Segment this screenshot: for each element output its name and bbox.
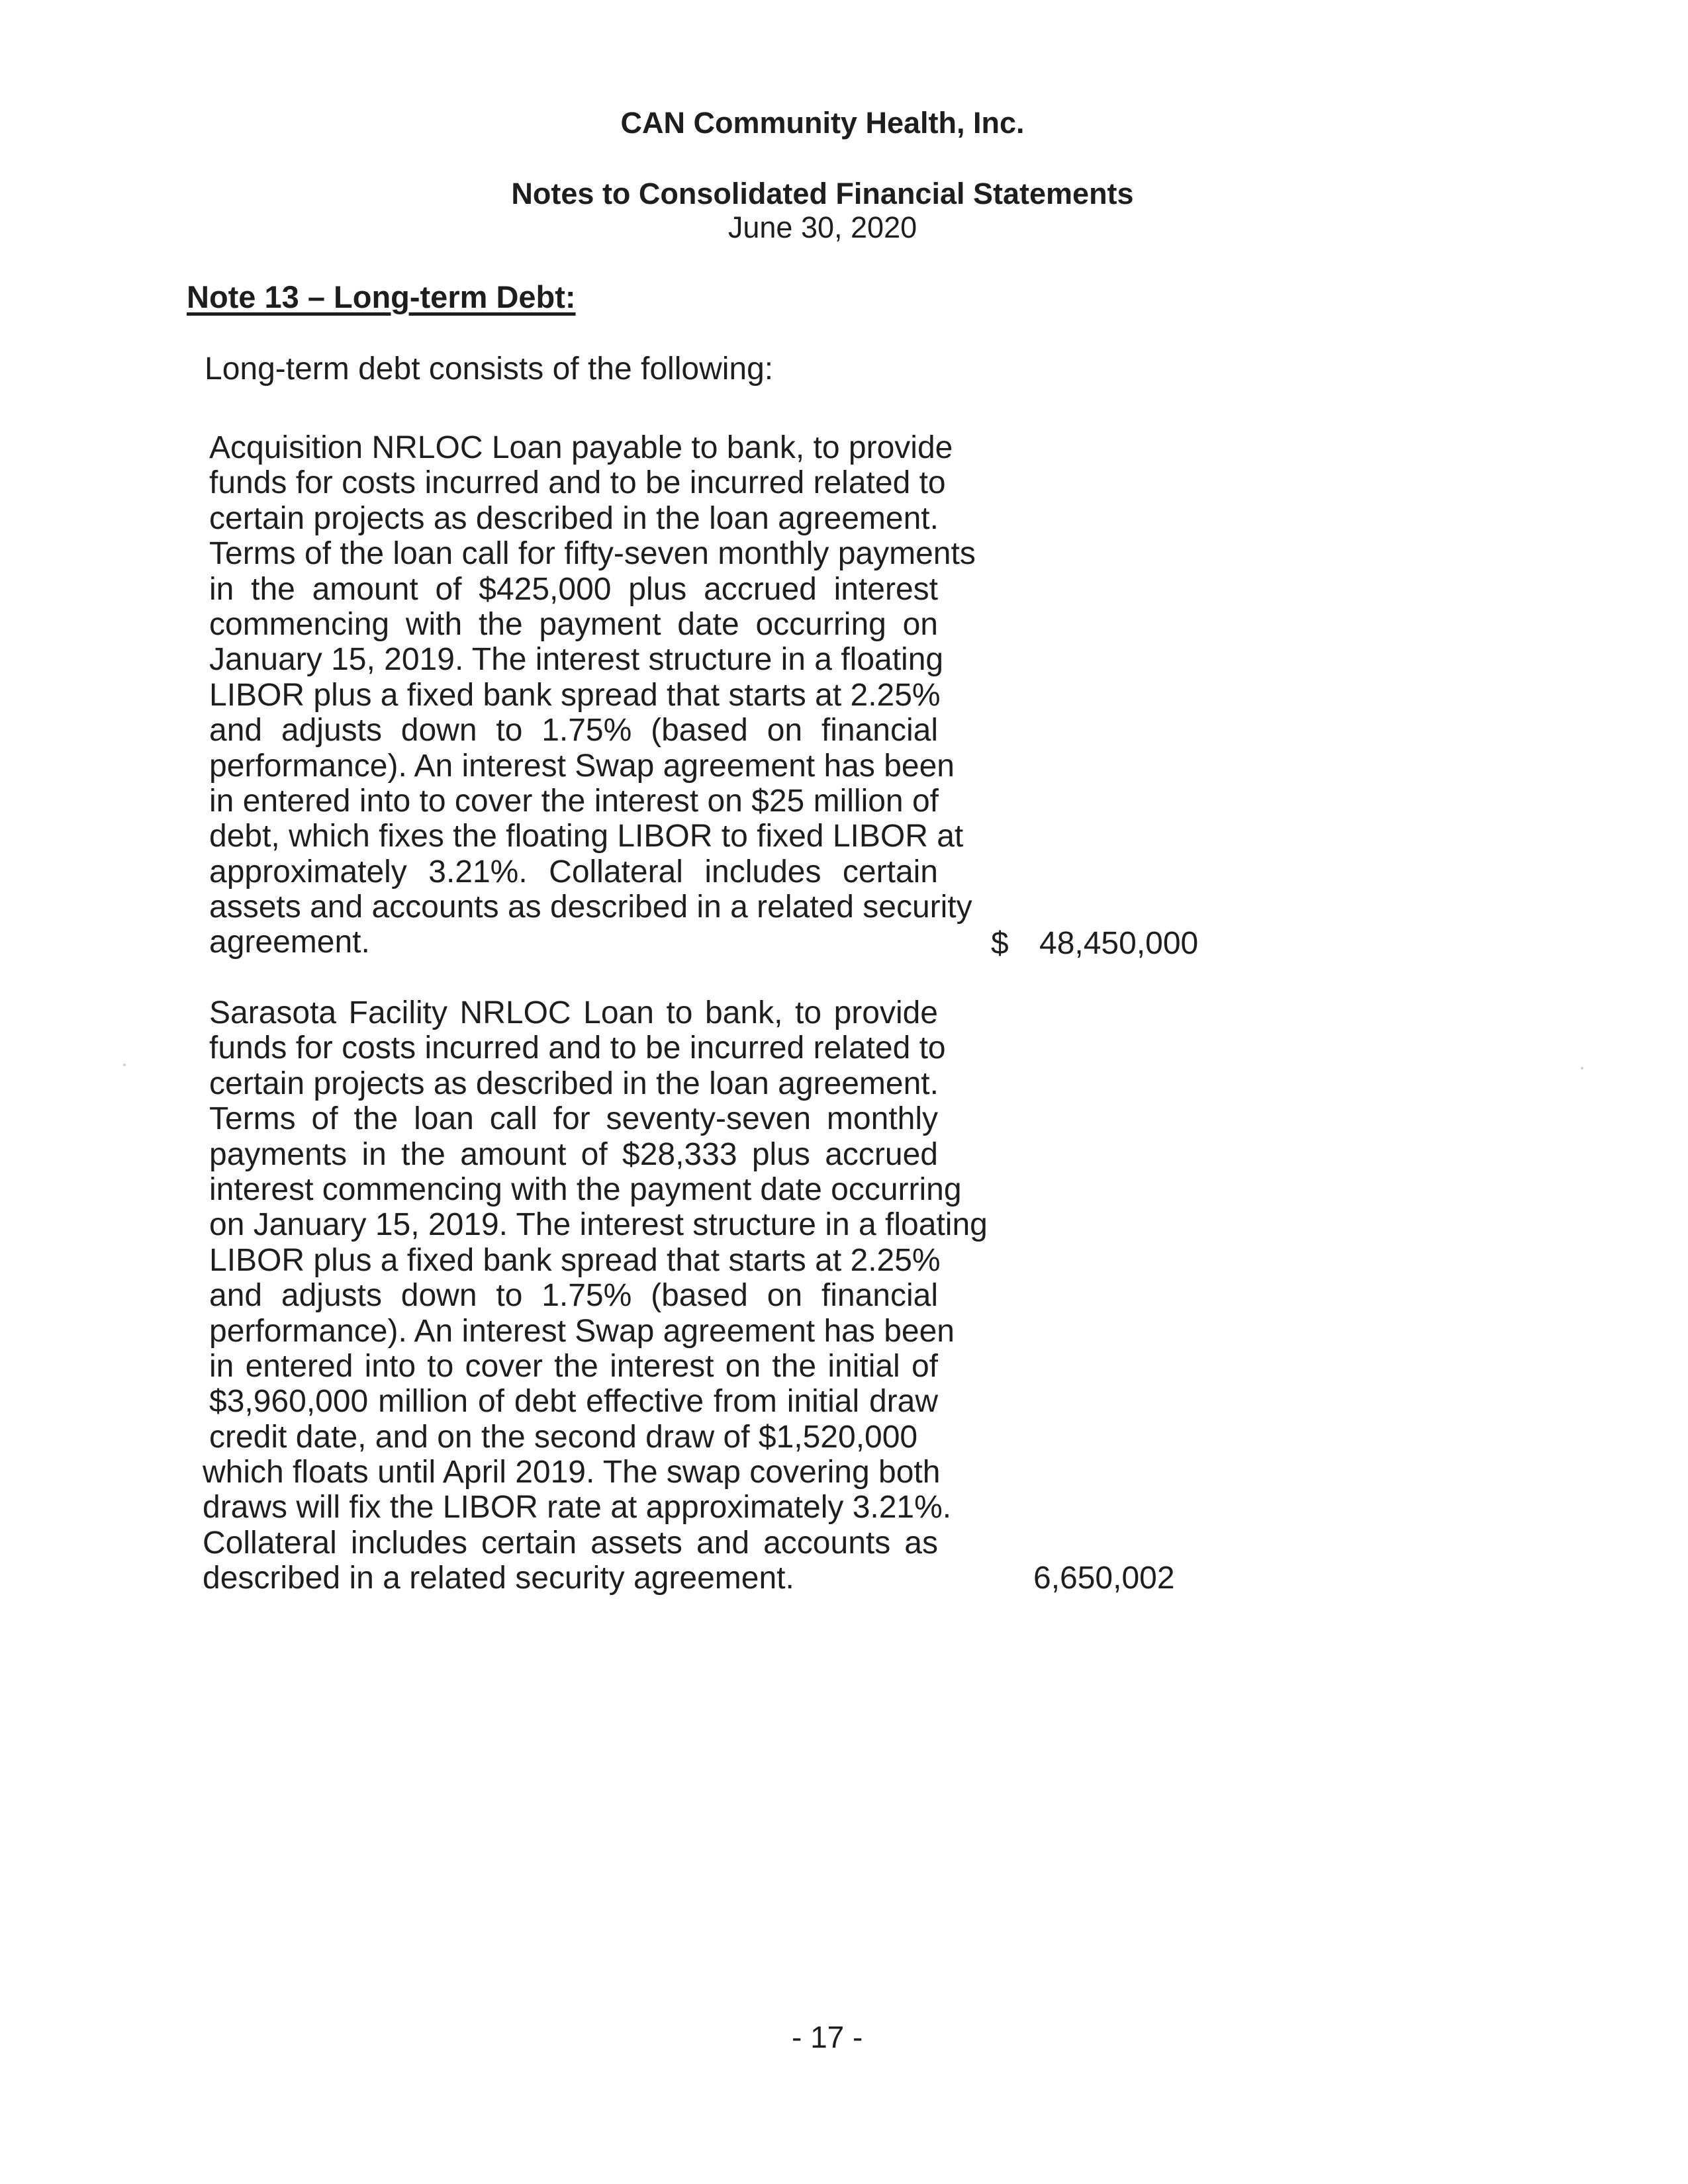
text-line: payments in the amount of $28,333 plus accrued xyxy=(209,1136,938,1172)
text-line: and adjusts down to 1.75% (based on financial xyxy=(209,1278,938,1314)
document-title: Notes to Consolidated Financial Statements xyxy=(511,177,1134,210)
text-line: in entered into to cover the interest on $25 million of xyxy=(209,783,939,819)
text-line: LIBOR plus a fixed bank spread that starts at 2.25% xyxy=(209,677,941,713)
text-line: interest commencing with the payment date occurring xyxy=(209,1171,962,1207)
debt-amount-acquisition-nrloc: 48,450,000 xyxy=(1039,926,1199,961)
page-number: - 17 - xyxy=(792,2020,863,2054)
text-line: funds for costs incurred and to be incurred related to xyxy=(209,1030,946,1066)
currency-symbol: $ xyxy=(991,926,1009,961)
text-line: and adjusts down to 1.75% (based on financial xyxy=(209,713,938,749)
text-line: on January 15, 2019. The interest structure in a floating xyxy=(209,1207,988,1243)
text-line: commencing with the payment date occurring on xyxy=(209,606,938,642)
note-heading: Note 13 – Long-term Debt: xyxy=(187,279,576,314)
note-intro: Long-term debt consists of the following: xyxy=(205,351,774,387)
text-line: credit date, and on the second draw of $1,520,000 xyxy=(209,1419,918,1455)
scan-speck xyxy=(1581,1067,1583,1069)
text-line: Acquisition NRLOC Loan payable to bank, to provide xyxy=(209,430,953,465)
statement-date: June 30, 2020 xyxy=(727,210,917,244)
debt-description-acquisition-nrloc xyxy=(209,430,976,960)
text-line: Collateral includes certain assets and accounts as xyxy=(203,1525,938,1561)
text-line: approximately 3.21%. Collateral includes certain xyxy=(209,854,938,889)
debt-amount-sarasota-facility-nrloc: 6,650,002 xyxy=(1033,1561,1175,1596)
text-line: Terms of the loan call for seventy-seven monthly xyxy=(209,1101,938,1137)
text-line: agreement. xyxy=(209,925,370,960)
text-line: assets and accounts as described in a related security xyxy=(209,889,972,925)
text-line: described in a related security agreement. xyxy=(203,1561,794,1596)
text-line: in entered into to cover the interest on the initial of xyxy=(209,1348,938,1384)
text-line: performance). An interest Swap agreement has been xyxy=(209,748,955,784)
text-line: debt, which fixes the floating LIBOR to fixed LIBOR at xyxy=(209,819,964,854)
text-line: in the amount of $425,000 plus accrued interest xyxy=(209,571,938,607)
text-line: funds for costs incurred and to be incurred related to xyxy=(209,465,946,501)
text-line: which floats until April 2019. The swap covering both xyxy=(203,1455,941,1490)
text-line: certain projects as described in the loan agreement. xyxy=(209,500,939,536)
scan-speck xyxy=(123,1064,126,1066)
text-line: $3,960,000 million of debt effective from initial draw xyxy=(209,1384,938,1420)
text-line: performance). An interest Swap agreement has been xyxy=(209,1313,955,1349)
text-line: Terms of the loan call for fifty-seven monthly payments xyxy=(209,536,976,572)
text-line: draws will fix the LIBOR rate at approximately 3.21%. xyxy=(203,1490,952,1525)
text-line: LIBOR plus a fixed bank spread that starts at 2.25% xyxy=(209,1242,941,1278)
company-name: CAN Community Health, Inc. xyxy=(620,106,1025,140)
text-line: January 15, 2019. The interest structure in a floating xyxy=(209,642,944,678)
text-line: certain projects as described in the loan agreement. xyxy=(209,1066,939,1101)
text-line: Sarasota Facility NRLOC Loan to bank, to provide xyxy=(209,995,938,1030)
debt-description-sarasota-facility-nrloc xyxy=(203,995,988,1596)
